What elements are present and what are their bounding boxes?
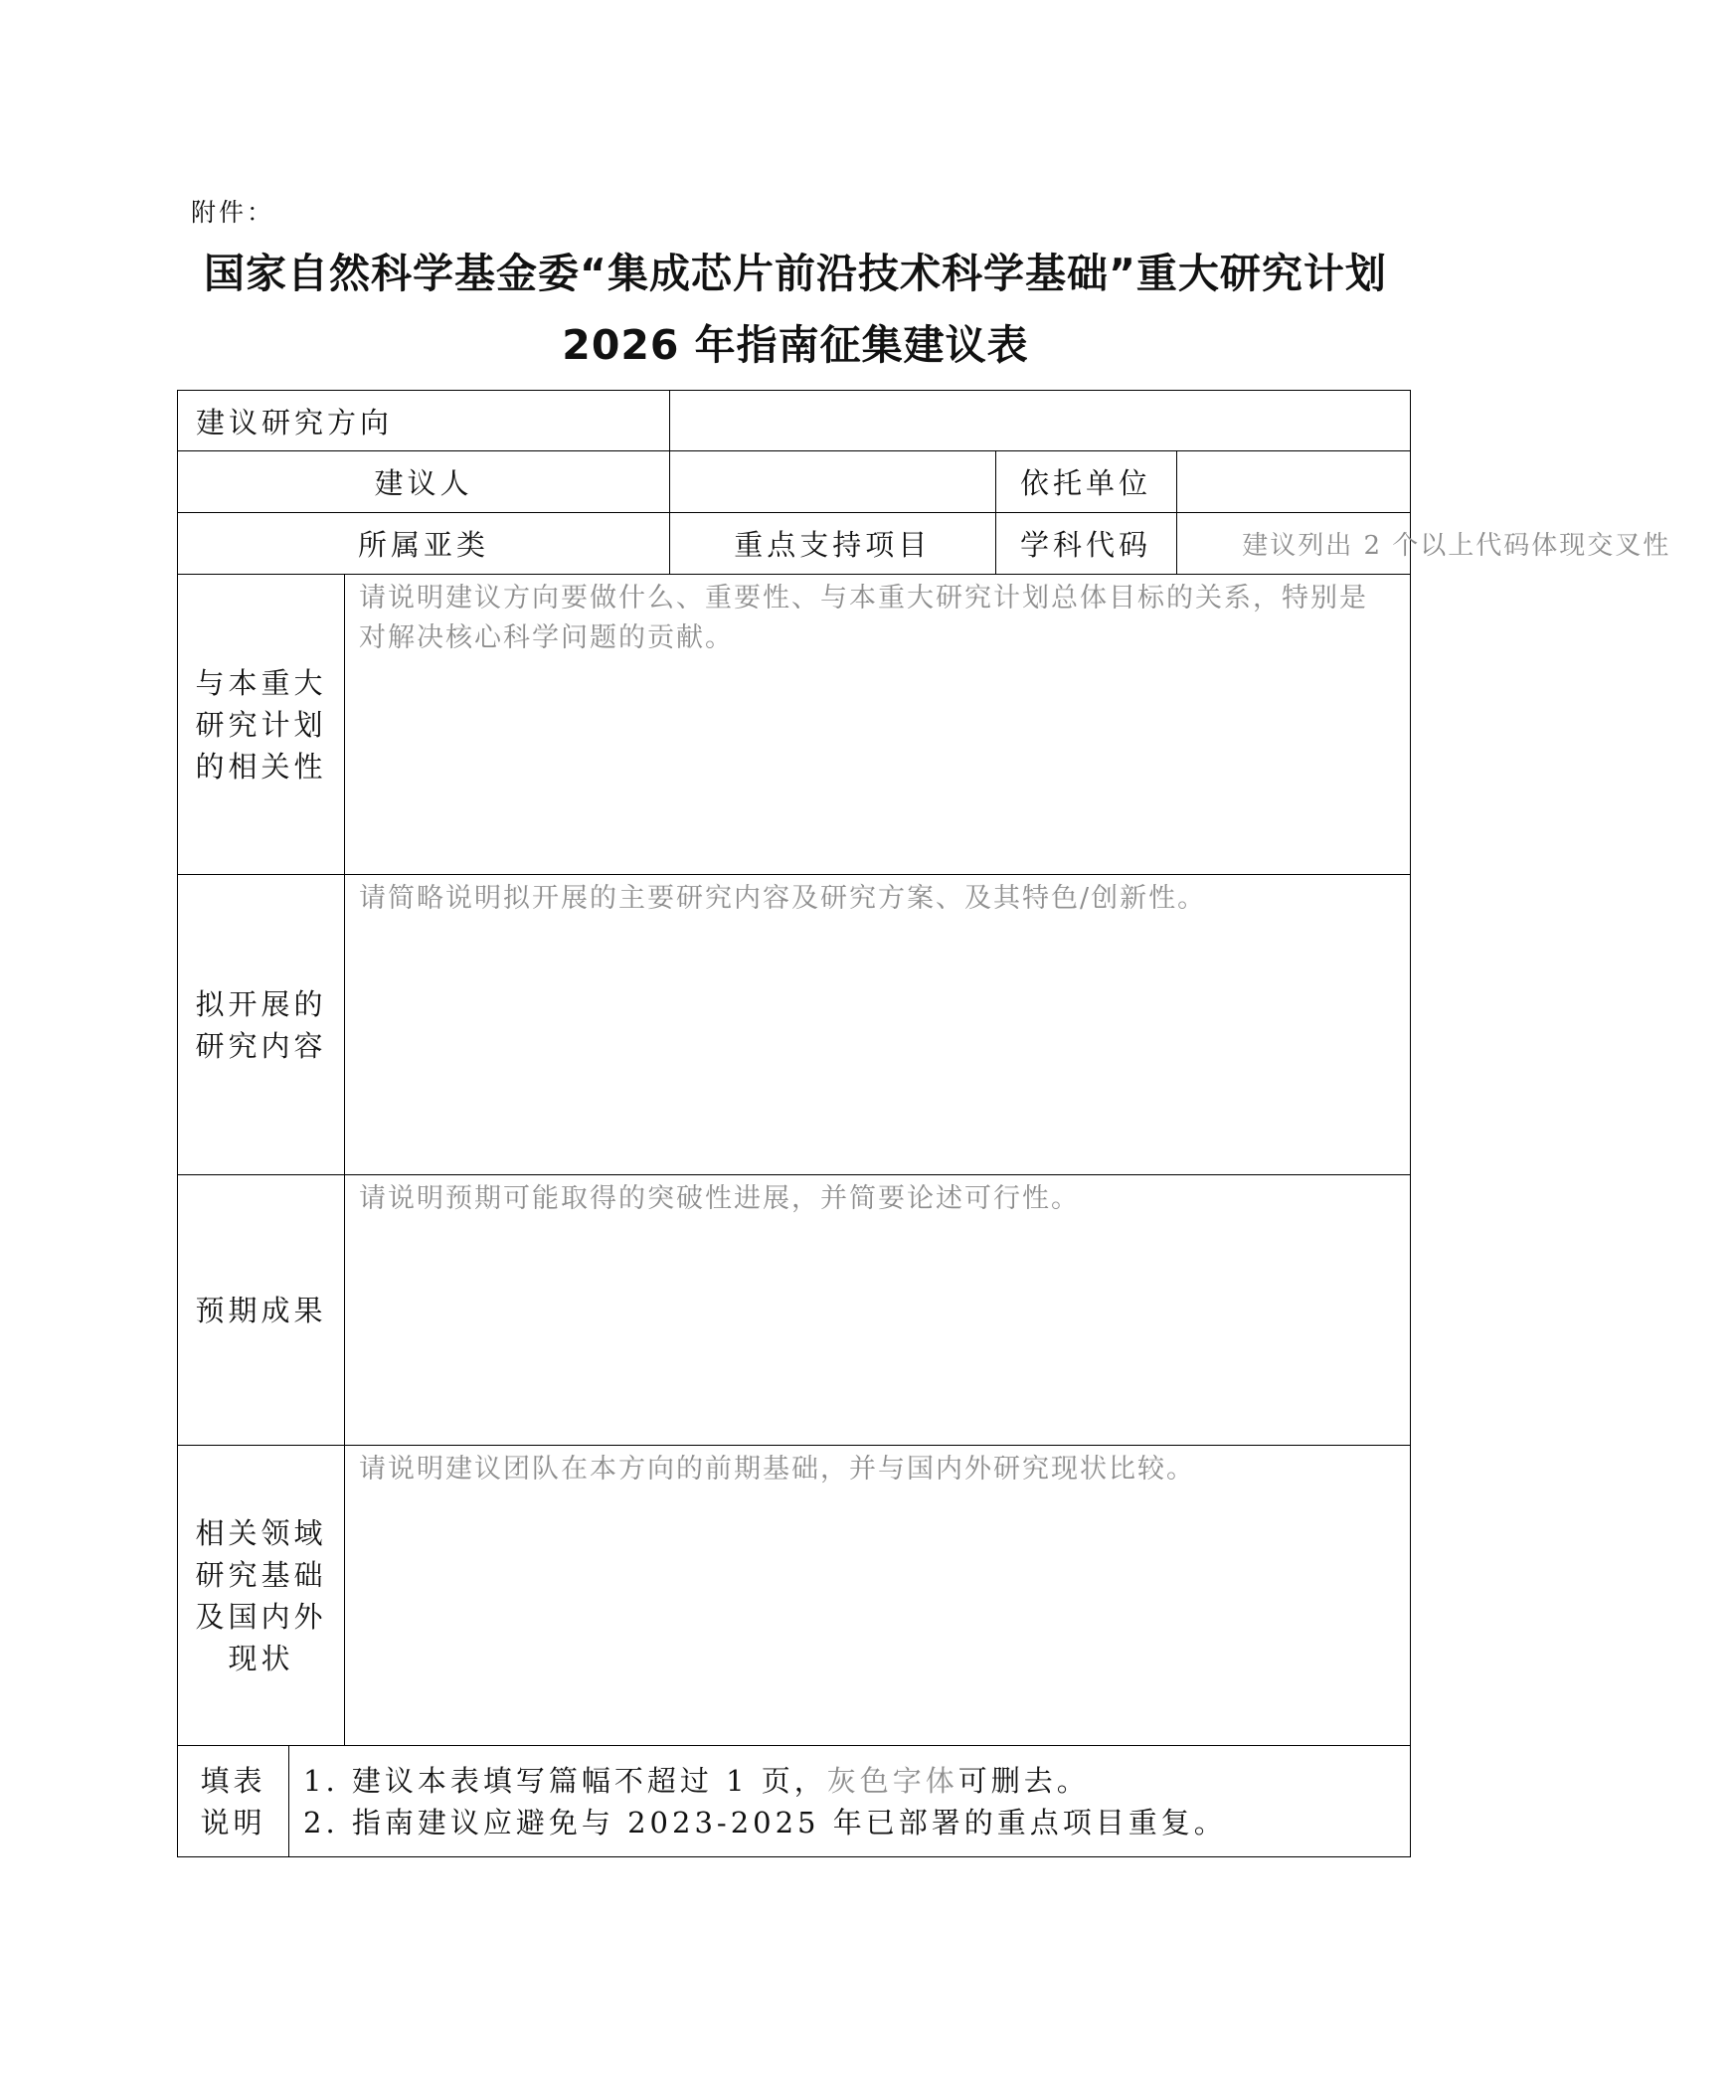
institution-label: 依托单位 [995,451,1176,512]
proposal-form-table [177,390,1671,1857]
relevance-label: 与本重大 研究计划 的相关性 [178,575,345,875]
expected-results-hint: 请说明预期可能取得的突破性进展，并简要论述可行性。 [359,1183,1080,1214]
institution-field[interactable] [1176,451,1736,512]
notes-content [289,1746,1411,1857]
row-expected-results [178,1175,1411,1446]
subclass-label: 所属亚类 [178,513,670,575]
discipline-code-label: 学科代码 [995,513,1176,574]
subclass-value[interactable]: 重点支持项目 [670,513,995,574]
direction-field[interactable] [670,391,1411,451]
attachment-label: 附件： [191,198,275,227]
expected-results-label: 预期成果 [178,1175,345,1446]
research-content-field[interactable] [345,875,1411,1175]
row-direction [178,391,1411,451]
expected-results-field[interactable] [345,1175,1411,1446]
relevance-hint: 请说明建议方向要做什么、重要性、与本重大研究计划总体目标的关系，特别是对解决核心科学问题的贡献。 [359,583,1368,653]
research-foundation-field[interactable] [345,1446,1411,1746]
row-proposer [178,451,1411,513]
proposer-and-institution-cell [670,451,1411,513]
proposer-field[interactable] [670,451,995,512]
form-title-line1: 国家自然科学基金委“集成芯片前沿技术科学基础”重大研究计划 [204,250,1387,297]
note-2: 2. 指南建议应避免与 2023-2025 年已部署的重点项目重复。 [303,1805,1227,1839]
relevance-field[interactable] [345,575,1411,875]
discipline-code-field[interactable]: 建议列出 2 个以上代码体现交叉性 [1242,531,1671,561]
research-content-hint: 请简略说明拟开展的主要研究内容及研究方案、及其特色/创新性。 [359,883,1207,914]
notes-label: 填表 说明 [178,1746,289,1857]
proposer-label: 建议人 [178,451,670,513]
row-relevance [178,575,1411,875]
direction-label: 建议研究方向 [178,391,670,451]
row-research-foundation [178,1446,1411,1746]
research-foundation-label: 相关领域 研究基础 及国内外 现状 [178,1446,345,1746]
research-foundation-hint: 请说明建议团队在本方向的前期基础，并与国内外研究现状比较。 [359,1454,1195,1485]
note-1: 1. 建议本表填写篇幅不超过 1 页，灰色字体可删去。 [303,1763,1090,1798]
row-notes [178,1746,1411,1857]
row-subclass [178,513,1411,575]
row-research-content [178,875,1411,1175]
subclass-and-code-cell [670,513,1671,575]
form-title-line2: 2026 年指南征集建议表 [562,321,1029,369]
note-1-gray-text: 灰色字体 [826,1763,958,1798]
research-content-label: 拟开展的 研究内容 [178,875,345,1175]
